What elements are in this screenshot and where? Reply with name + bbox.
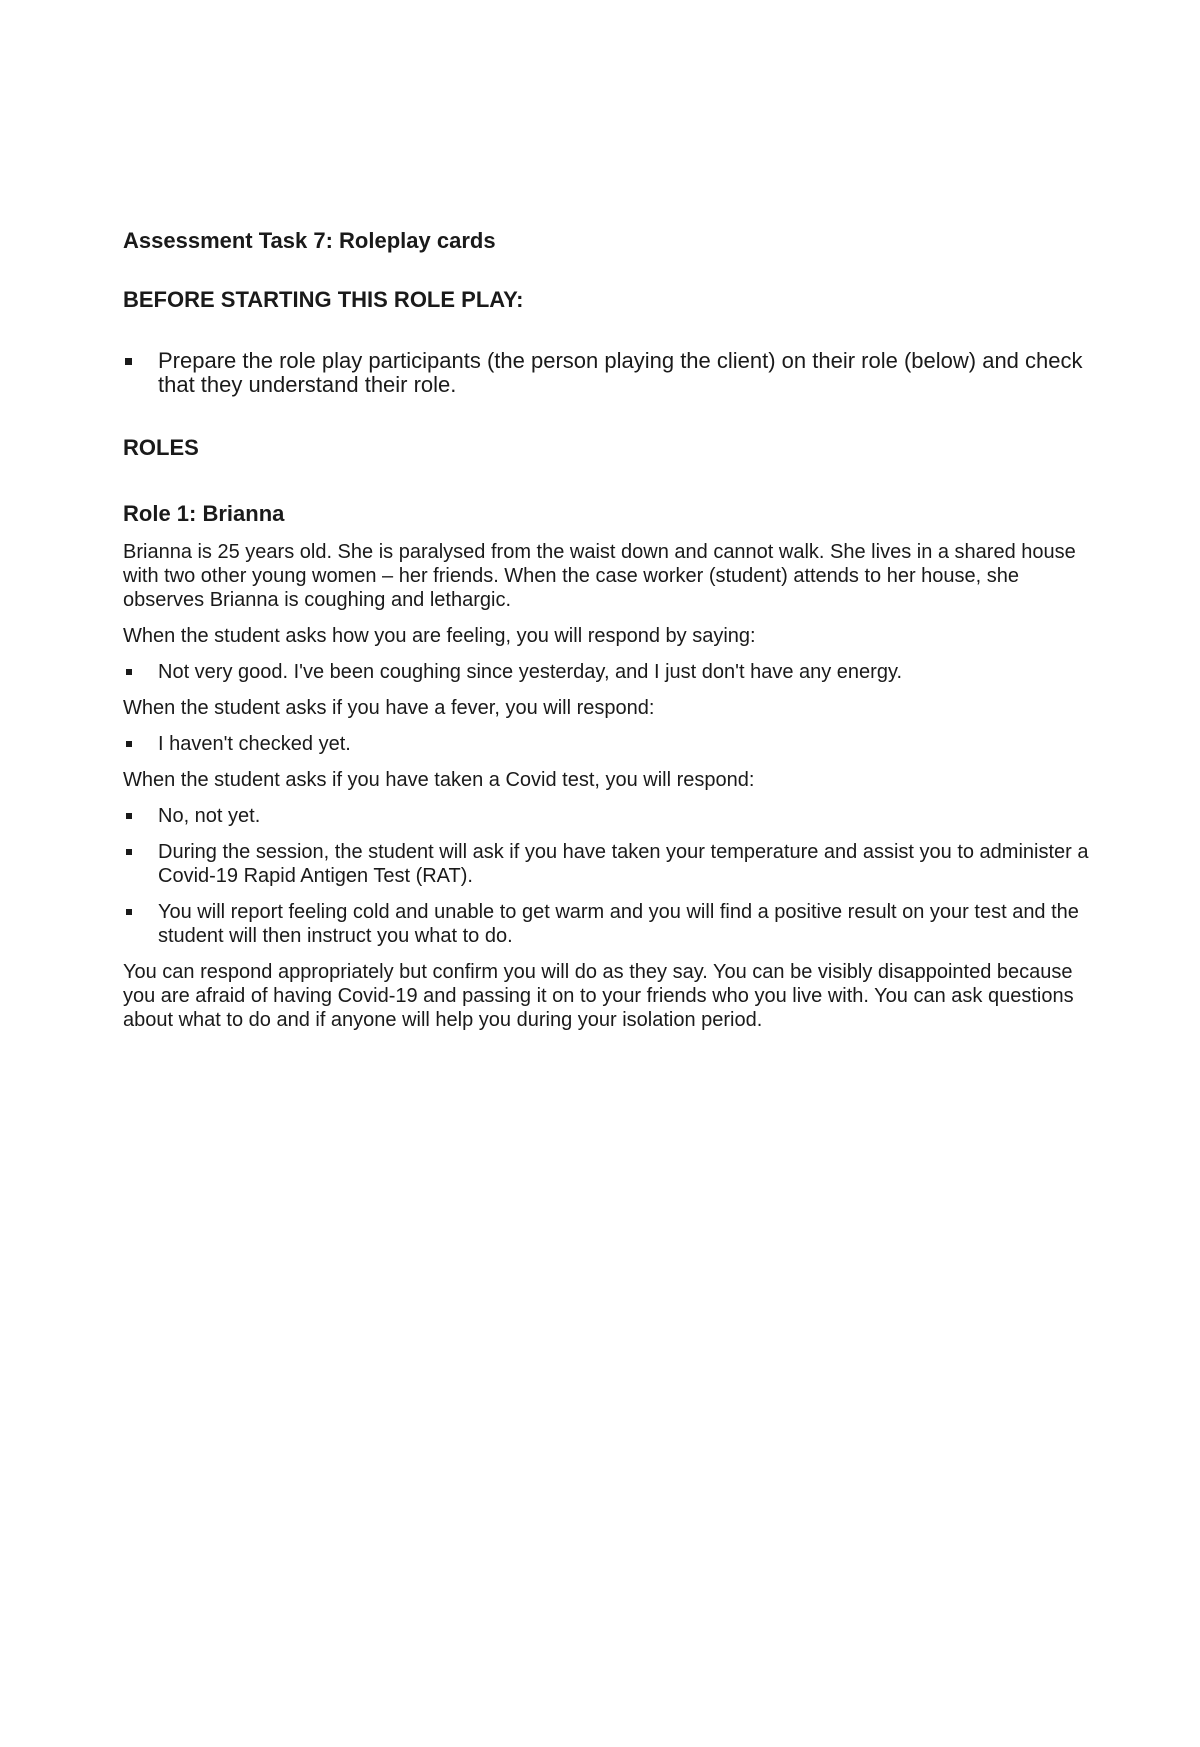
list-item-text: You will report feeling cold and unable to get warm and you will find a positive result on your test and the student will then instruct you what to do. [158, 901, 1079, 947]
list-item [123, 660, 1103, 684]
list-item-text: Prepare the role play participants (the person playing the client) on their role (below) and check that they understand their role. [158, 348, 1083, 397]
document-title: Assessment Task 7: Roleplay cards [123, 228, 496, 253]
square-bullet-icon [125, 358, 132, 365]
list-item [123, 349, 1103, 397]
list-item-text: Not very good. I've been coughing since yesterday, and I just don't have any energy. [158, 661, 903, 683]
role-1-heading: Role 1: Brianna [123, 501, 285, 526]
list-item-text: No, not yet. [158, 805, 261, 827]
list-item-text: I haven't checked yet. [158, 733, 351, 755]
list-item-text: During the session, the student will ask if you have taken your temperature and assist you to administer a Covid-19 Rapid Antigen Test (RAT). [158, 841, 1089, 887]
list-item [123, 840, 1103, 888]
list-item [123, 732, 1103, 756]
list-item [123, 900, 1103, 948]
preparation-list [123, 349, 1103, 397]
before-starting-heading: BEFORE STARTING THIS ROLE PLAY: [123, 287, 524, 312]
fever-prompt: When the student asks if you have a fever, you will respond: [123, 697, 655, 719]
feeling-prompt: When the student asks how you are feeling, you will respond by saying: [123, 625, 756, 647]
square-bullet-icon [126, 849, 132, 855]
square-bullet-icon [126, 669, 132, 675]
feeling-response-list [123, 660, 1103, 684]
fever-response-list [123, 732, 1103, 756]
role-1-closing: You can respond appropriately but confirm you will do as they say. You can be visibly disappointed because you are afraid of having Covid-19 and passing it on to your friends who you live with. You can ask questions about what to do and if anyone will help you during your isolation period. [123, 961, 1074, 1031]
list-item [123, 804, 1103, 828]
square-bullet-icon [126, 909, 132, 915]
covid-response-list [123, 804, 1103, 948]
roles-heading: ROLES [123, 435, 199, 460]
document-content [123, 226, 1103, 1044]
role-1-intro: Brianna is 25 years old. She is paralysed from the waist down and cannot walk. She lives in a shared house with two other young women – her friends. When the case worker (student) attends to her house, she observes Brianna is coughing and lethargic. [123, 541, 1076, 611]
square-bullet-icon [126, 813, 132, 819]
covid-prompt: When the student asks if you have taken a Covid test, you will respond: [123, 769, 755, 791]
square-bullet-icon [126, 741, 132, 747]
